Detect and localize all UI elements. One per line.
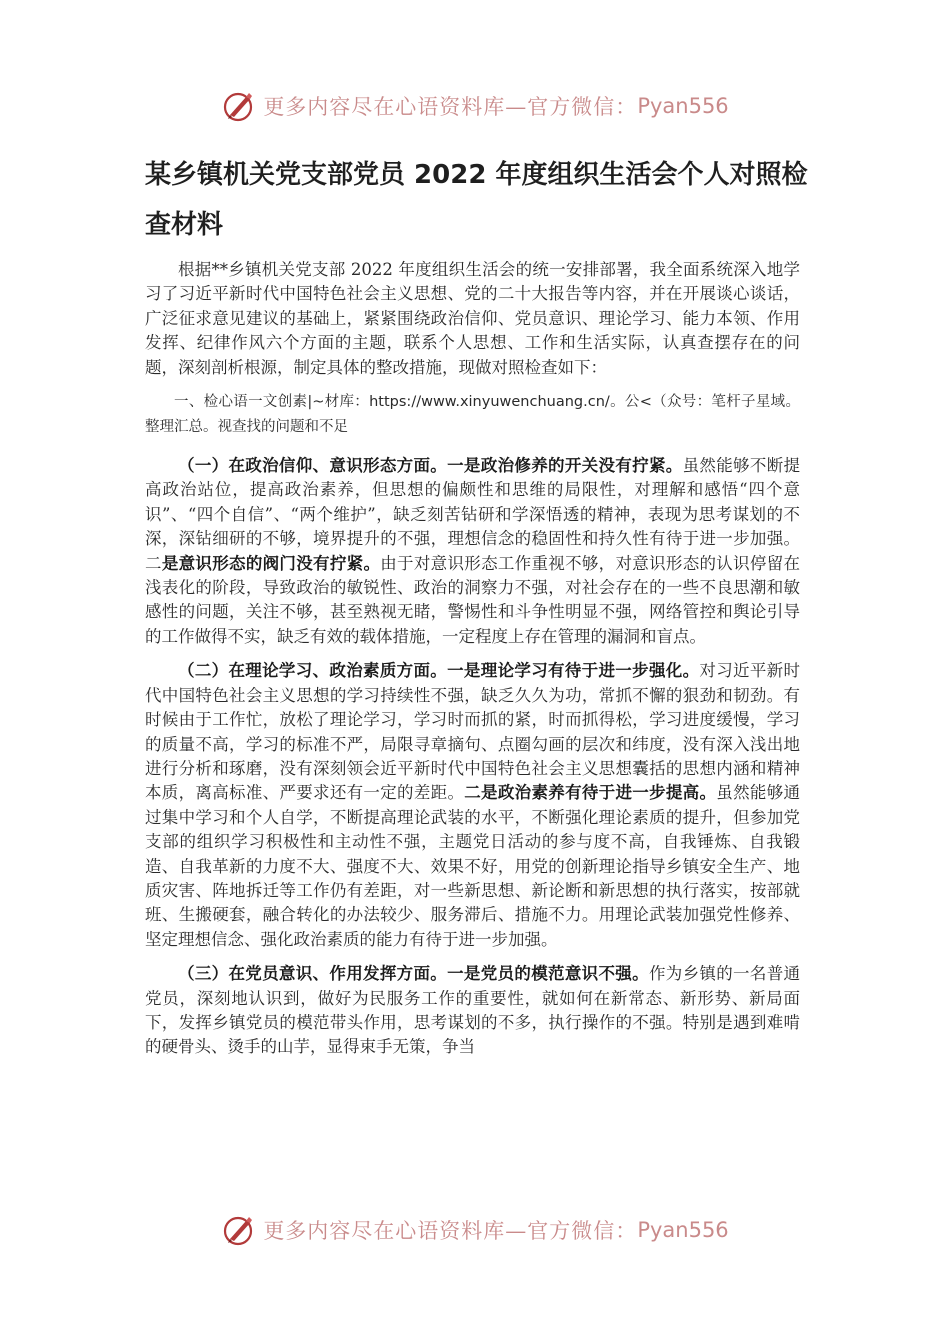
header-banner-text: 更多内容尽在心语资料库—官方微信： — [263, 95, 638, 119]
paragraph-3-text-1: 作为乡镇的一名普通党员，深刻地认识到，做好为民服务工作的重要性，就如何在新常态、新形势、新局面下，发挥乡镇党员的模范带头作用，思考谋划的不多，执行操作的不强。特别是遇到难啃的硬骨头、烫手的山芋，显得束手无策，争当 — [145, 964, 801, 1057]
paragraph-2-bold-2: 二是政治素养有待于进一步提高。 — [464, 783, 717, 803]
section-heading: 一、检心语一文创素|~材库：https://www.xinyuwenchuang.cn/。公<（众号：笔杆子星域。整理汇总。视查找的问题和不足 — [145, 394, 800, 436]
document-body — [145, 258, 800, 1070]
intro-paragraph: 根据**乡镇机关党支部 2022 年度组织生活会的统一安排部署，我全面系统深入地学习了习近平新时代中国特色社会主义思想、党的二十大报告等内容，并在开展谈心谈话，广泛征求意见建议的基础上，紧紧围绕政治信仰、党员意识、理论学习、能力本领、作用发挥、纪律作风六个方面的主题，联系个人思想、工作和生活实际，认真查摆存在的问题，深刻剖析根源，制定具体的整改措施，现做对照检查如下： — [145, 260, 800, 377]
paragraph-3-bold-1: （三）在党员意识、作用发挥方面。一是党员的模范意识不强。 — [178, 964, 649, 984]
paragraph-1-text-2: 由于对意识形态工作重视不够，对意识形态的认识停留在浅表化的阶段，导致政治的敏锐性、政治的洞察力不强，对社会存在的一些不良思潮和敏感性的问题，关注不够，甚至熟视无睹，警惕性和斗争性明显不强，网络管控和舆论引导的工作做得不实，缺乏有效的载体措施，一定程度上存在管理的漏洞和盲点。 — [145, 553, 801, 646]
document-title: 某乡镇机关党支部党员 2022 年度组织生活会个人对照检查材料 — [145, 160, 808, 240]
footer-banner — [0, 1210, 950, 1250]
paragraph-1-bold-1: （一）在政治信仰、意识形态方面。一是政治修养的开关没有拧紧。 — [178, 456, 683, 476]
header-banner — [0, 86, 950, 126]
paragraph-1-text-1: 虽然能够不断提高政治站位，提高政治素养，但思想的偏颇性和思维的局限性，对理解和感悟“四个意识”、“四个自信”、“两个维护”，缺乏刻苦钻研和学深悟透的精神，表现为思考谋划的不深，深钻细研的不够，境界提升的不强，理想信念的稳固性和持久性有待于进一步加强。二 — [145, 456, 801, 573]
paragraph-2-bold-1: （二）在理论学习、政治素质方面。一是理论学习有待于进一步强化。 — [178, 661, 700, 681]
paragraph-political-belief — [145, 454, 800, 649]
paragraph-2-text-1: 对习近平新时代中国特色社会主义思想的学习持续性不强，缺乏久久为功，常抓不懈的狠劲和韧劲。有时候由于工作忙，放松了理论学习，学习时而抓的紧，时而抓得松，学习进度缓慢，学习的质量不高，学习的标准不严，局限寻章摘句、点圈勾画的层次和纬度，没有深入浅出地进行分析和琢磨，没有深刻领会近平新时代中国特色社会主义思想囊括的思想内涵和精神本质，离高标准、严要求还有一定的差距。 — [145, 661, 801, 803]
footer-banner-text: 更多内容尽在心语资料库—官方微信： — [263, 1219, 638, 1243]
paragraph-2-text-2: 虽然能够通过集中学习和个人自学，不断提高理论武装的水平，不断强化理论素质的提升，但参加党支部的组织学习积极性和主动性不强，主题党日活动的参与度不高，自我锤炼、自我锻造、自我革新的力度不大、强度不大、效果不好，用党的创新理论指导乡镇安全生产、地质灾害、阵地拆迁等工作仍有差距，对一些新思想、新论断和新思想的执行落实，按部就班、生搬硬套，融合转化的办法较少、服务滞后、措施不力。用理论武装加强党性修养、坚定理想信念、强化政治素质的能力有待于进一步加强。 — [145, 783, 801, 949]
header-wechat-id: Pyan556 — [637, 94, 729, 118]
pen-logo-icon — [221, 88, 257, 124]
pen-logo-icon — [221, 1212, 257, 1248]
paragraph-party-awareness — [145, 962, 800, 1060]
paragraph-theory-study — [145, 659, 800, 952]
paragraph-1-bold-2: 是意识形态的阀门没有拧紧。 — [161, 553, 381, 573]
footer-wechat-id: Pyan556 — [637, 1218, 729, 1242]
